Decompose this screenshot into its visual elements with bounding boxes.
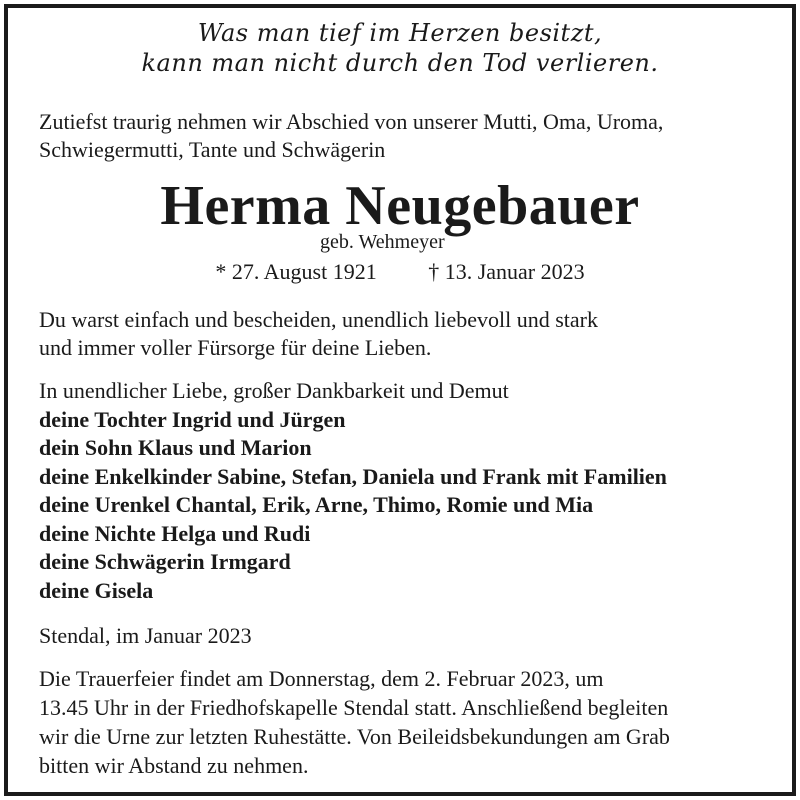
mourners-lead: In unendlicher Liebe, großer Dankbarkeit und Demut <box>39 378 509 403</box>
place-date: Stendal, im Januar 2023 <box>39 623 252 648</box>
intro-line: Zutiefst traurig nehmen wir Abschied von unserer Mutti, Oma, Uroma, <box>39 109 664 134</box>
motto-quote <box>8 18 792 78</box>
intro-text <box>39 108 779 164</box>
mourner-entry: deine Enkelkinder Sabine, Stefan, Daniela und Frank mit Familien <box>39 463 667 489</box>
funeral-line: wir die Urne zur letzten Ruhestätte. Von Beileidsbekundungen am Grab <box>39 724 670 749</box>
mourner-entry: deine Nichte Helga und Rudi <box>39 520 311 546</box>
mourner-entry: deine Urenkel Chantal, Erik, Arne, Thimo, Romie und Mia <box>39 492 594 517</box>
tribute-line: und immer voller Fürsorge für deine Lieben. <box>39 335 432 360</box>
life-dates <box>8 258 792 286</box>
mourners-list <box>39 377 784 605</box>
obituary-frame <box>4 4 796 796</box>
funeral-line: 13.45 Uhr in der Friedhofskapelle Stendal statt. Anschließend begleiten <box>39 695 669 720</box>
mourner-entry: deine Schwägerin Irmgard <box>39 549 291 574</box>
tribute-text <box>39 306 779 362</box>
tribute-line: Du warst einfach und bescheiden, unendlich liebevoll und stark <box>39 307 599 332</box>
mourner-entry: deine Gisela <box>39 577 154 603</box>
funeral-line: Die Trauerfeier findet am Donnerstag, dem 2. Februar 2023, um <box>39 666 604 691</box>
deceased-name: Herma Neugebauer <box>160 175 640 237</box>
funeral-notice <box>39 664 773 780</box>
funeral-line: bitten wir Abstand zu nehmen. <box>39 753 309 778</box>
maiden-name: geb. Wehmeyer <box>320 231 445 253</box>
intro-line: Schwiegermutti, Tante und Schwägerin <box>39 137 386 162</box>
death-date: † 13. Januar 2023 <box>428 259 585 284</box>
mourner-entry: dein Sohn Klaus und Marion <box>39 435 312 460</box>
motto-line: Was man tief im Herzen besitzt, <box>197 19 603 47</box>
motto-line: kann man nicht durch den Tod verlieren. <box>141 49 659 77</box>
birth-date: * 27. August 1921 <box>215 259 377 284</box>
mourner-entry: deine Tochter Ingrid und Jürgen <box>39 406 346 432</box>
